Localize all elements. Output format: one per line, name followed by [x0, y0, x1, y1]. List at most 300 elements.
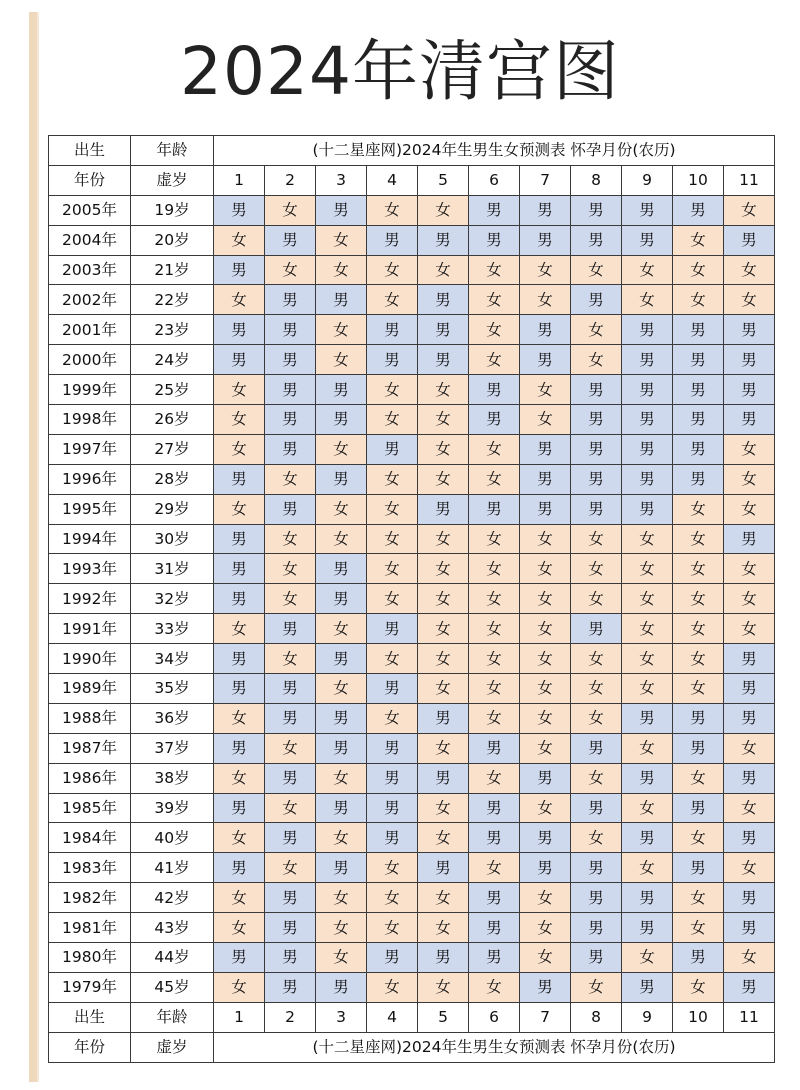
- prediction-cell: 男: [571, 434, 622, 464]
- prediction-cell: 女: [520, 285, 571, 315]
- prediction-cell: 男: [520, 345, 571, 375]
- prediction-cell: 男: [520, 434, 571, 464]
- month-header: 7: [520, 1002, 571, 1032]
- prediction-cell: 男: [265, 972, 316, 1002]
- prediction-cell: 男: [367, 763, 418, 793]
- mother-age: 31岁: [131, 554, 214, 584]
- prediction-cell: 女: [520, 584, 571, 614]
- prediction-cell: 女: [724, 494, 775, 524]
- month-header: 4: [367, 165, 418, 195]
- prediction-cell: 女: [367, 644, 418, 674]
- mother-age: 25岁: [131, 375, 214, 405]
- mother-age: 43岁: [131, 913, 214, 943]
- prediction-cell: 女: [673, 913, 724, 943]
- prediction-cell: 男: [724, 405, 775, 435]
- prediction-cell: 男: [316, 464, 367, 494]
- prediction-cell: 男: [469, 375, 520, 405]
- prediction-cell: 男: [571, 195, 622, 225]
- prediction-cell: 男: [469, 494, 520, 524]
- prediction-cell: 男: [316, 375, 367, 405]
- month-header: 1: [214, 1002, 265, 1032]
- mother-age: 24岁: [131, 345, 214, 375]
- prediction-cell: 男: [214, 524, 265, 554]
- prediction-cell: 女: [673, 763, 724, 793]
- month-header: 9: [622, 1002, 673, 1032]
- prediction-cell: 女: [673, 285, 724, 315]
- prediction-cell: 女: [214, 375, 265, 405]
- prediction-cell: 女: [622, 793, 673, 823]
- month-header: 9: [622, 165, 673, 195]
- prediction-cell: 女: [520, 793, 571, 823]
- prediction-cell: 男: [622, 883, 673, 913]
- prediction-cell: 男: [520, 494, 571, 524]
- prediction-cell: 男: [214, 345, 265, 375]
- prediction-cell: 男: [418, 225, 469, 255]
- prediction-cell: 女: [316, 524, 367, 554]
- prediction-cell: 女: [571, 703, 622, 733]
- mother-age: 22岁: [131, 285, 214, 315]
- table-row: [49, 913, 775, 943]
- prediction-cell: 男: [724, 315, 775, 345]
- prediction-cell: 女: [622, 524, 673, 554]
- prediction-cell: 男: [367, 793, 418, 823]
- prediction-cell: 男: [316, 405, 367, 435]
- prediction-cell: 男: [265, 883, 316, 913]
- prediction-cell: 女: [418, 614, 469, 644]
- table-row: [49, 524, 775, 554]
- header-label: 出生: [49, 136, 131, 166]
- prediction-cell: 女: [265, 644, 316, 674]
- table-row: [49, 494, 775, 524]
- prediction-cell: 女: [724, 853, 775, 883]
- prediction-cell: 男: [622, 913, 673, 943]
- prediction-cell: 女: [520, 703, 571, 733]
- mother-age: 41岁: [131, 853, 214, 883]
- month-header: 5: [418, 1002, 469, 1032]
- prediction-cell: 男: [469, 405, 520, 435]
- prediction-cell: 女: [622, 644, 673, 674]
- prediction-cell: 女: [724, 434, 775, 464]
- prediction-cell: 男: [673, 195, 724, 225]
- birth-year: 2004年: [49, 225, 131, 255]
- prediction-cell: 男: [724, 703, 775, 733]
- prediction-cell: 女: [571, 255, 622, 285]
- prediction-cell: 男: [265, 315, 316, 345]
- mother-age: 33岁: [131, 614, 214, 644]
- prediction-cell: 女: [367, 913, 418, 943]
- prediction-cell: 男: [622, 823, 673, 853]
- prediction-cell: 男: [316, 285, 367, 315]
- prediction-cell: 女: [214, 405, 265, 435]
- prediction-cell: 女: [571, 972, 622, 1002]
- prediction-cell: 女: [265, 554, 316, 584]
- month-header: 2: [265, 1002, 316, 1032]
- prediction-cell: 女: [316, 943, 367, 973]
- prediction-cell: 男: [367, 225, 418, 255]
- prediction-cell: 男: [265, 823, 316, 853]
- prediction-cell: 女: [214, 434, 265, 464]
- birth-year: 1979年: [49, 972, 131, 1002]
- prediction-cell: 女: [724, 733, 775, 763]
- prediction-cell: 女: [316, 494, 367, 524]
- table-caption: (十二星座网)2024年生男生女预测表 怀孕月份(农历): [214, 1032, 775, 1062]
- prediction-cell: 男: [367, 345, 418, 375]
- mother-age: 23岁: [131, 315, 214, 345]
- prediction-cell: 男: [673, 315, 724, 345]
- prediction-cell: 女: [265, 255, 316, 285]
- prediction-cell: 男: [622, 195, 673, 225]
- prediction-cell: 女: [214, 225, 265, 255]
- month-header: 4: [367, 1002, 418, 1032]
- prediction-cell: 女: [520, 524, 571, 554]
- table-row: [49, 345, 775, 375]
- prediction-cell: 男: [673, 345, 724, 375]
- prediction-cell: 女: [673, 614, 724, 644]
- prediction-cell: 女: [316, 913, 367, 943]
- header-label: 出生: [49, 1002, 131, 1032]
- table-row: [49, 853, 775, 883]
- mother-age: 39岁: [131, 793, 214, 823]
- birth-year: 1981年: [49, 913, 131, 943]
- header-label: 年龄: [131, 136, 214, 166]
- prediction-cell: 女: [673, 972, 724, 1002]
- month-header: 11: [724, 1002, 775, 1032]
- table-row: [49, 285, 775, 315]
- prediction-cell: 女: [265, 793, 316, 823]
- prediction-cell: 女: [724, 195, 775, 225]
- prediction-cell: 女: [418, 883, 469, 913]
- prediction-cell: 女: [469, 703, 520, 733]
- mother-age: 32岁: [131, 584, 214, 614]
- prediction-cell: 女: [316, 434, 367, 464]
- prediction-cell: 男: [724, 644, 775, 674]
- prediction-cell: 女: [673, 883, 724, 913]
- mother-age: 20岁: [131, 225, 214, 255]
- prediction-cell: 女: [520, 375, 571, 405]
- prediction-cell: 女: [367, 524, 418, 554]
- header-row-months: [49, 1002, 775, 1032]
- prediction-cell: 女: [622, 614, 673, 644]
- prediction-cell: 男: [265, 434, 316, 464]
- prediction-cell: 女: [520, 255, 571, 285]
- birth-year: 2005年: [49, 195, 131, 225]
- prediction-cell: 男: [622, 315, 673, 345]
- prediction-cell: 女: [673, 554, 724, 584]
- prediction-cell: 男: [469, 793, 520, 823]
- prediction-cell: 男: [520, 225, 571, 255]
- prediction-cell: 女: [214, 913, 265, 943]
- prediction-cell: 女: [571, 674, 622, 704]
- prediction-cell: 男: [214, 733, 265, 763]
- prediction-cell: 女: [214, 763, 265, 793]
- prediction-cell: 男: [469, 225, 520, 255]
- prediction-cell: 女: [571, 554, 622, 584]
- prediction-cell: 女: [214, 285, 265, 315]
- prediction-cell: 男: [316, 793, 367, 823]
- prediction-cell: 女: [520, 644, 571, 674]
- prediction-cell: 女: [469, 674, 520, 704]
- birth-year: 2002年: [49, 285, 131, 315]
- prediction-cell: 女: [367, 285, 418, 315]
- prediction-cell: 男: [724, 972, 775, 1002]
- prediction-cell: 女: [520, 913, 571, 943]
- prediction-cell: 男: [520, 464, 571, 494]
- prediction-cell: 女: [571, 315, 622, 345]
- prediction-cell: 男: [520, 823, 571, 853]
- table-row: [49, 674, 775, 704]
- prediction-cell: 女: [418, 434, 469, 464]
- prediction-cell: 女: [316, 345, 367, 375]
- prediction-cell: 女: [418, 644, 469, 674]
- prediction-cell: 女: [469, 853, 520, 883]
- prediction-cell: 男: [622, 225, 673, 255]
- prediction-cell: 男: [571, 793, 622, 823]
- prediction-cell: 女: [418, 375, 469, 405]
- month-header: 11: [724, 165, 775, 195]
- prediction-cell: 女: [316, 883, 367, 913]
- table-row: [49, 972, 775, 1002]
- mother-age: 21岁: [131, 255, 214, 285]
- birth-year: 1998年: [49, 405, 131, 435]
- mother-age: 34岁: [131, 644, 214, 674]
- prediction-table: [48, 135, 775, 1063]
- prediction-cell: 女: [367, 494, 418, 524]
- birth-year: 1990年: [49, 644, 131, 674]
- prediction-cell: 女: [367, 255, 418, 285]
- header-row-caption: [49, 136, 775, 166]
- prediction-cell: 女: [469, 584, 520, 614]
- prediction-cell: 男: [571, 225, 622, 255]
- prediction-cell: 女: [418, 524, 469, 554]
- birth-year: 1986年: [49, 763, 131, 793]
- prediction-cell: 女: [316, 674, 367, 704]
- prediction-cell: 女: [469, 285, 520, 315]
- prediction-cell: 男: [571, 733, 622, 763]
- prediction-cell: 女: [214, 883, 265, 913]
- prediction-cell: 女: [724, 793, 775, 823]
- prediction-cell: 男: [622, 972, 673, 1002]
- prediction-cell: 男: [724, 883, 775, 913]
- prediction-cell: 女: [622, 733, 673, 763]
- table-row: [49, 375, 775, 405]
- prediction-cell: 女: [265, 524, 316, 554]
- prediction-cell: 男: [520, 195, 571, 225]
- prediction-cell: 男: [367, 823, 418, 853]
- table-row: [49, 584, 775, 614]
- prediction-cell: 女: [571, 584, 622, 614]
- prediction-cell: 男: [265, 913, 316, 943]
- prediction-cell: 男: [418, 345, 469, 375]
- prediction-cell: 男: [316, 554, 367, 584]
- table-row: [49, 434, 775, 464]
- prediction-cell: 女: [469, 464, 520, 494]
- prediction-cell: 男: [214, 943, 265, 973]
- mother-age: 26岁: [131, 405, 214, 435]
- table-row: [49, 255, 775, 285]
- mother-age: 35岁: [131, 674, 214, 704]
- prediction-cell: 男: [265, 763, 316, 793]
- prediction-cell: 女: [724, 584, 775, 614]
- left-accent-bar: [29, 12, 37, 1082]
- prediction-cell: 男: [724, 345, 775, 375]
- prediction-cell: 男: [316, 853, 367, 883]
- month-header: 7: [520, 165, 571, 195]
- prediction-cell: 女: [367, 883, 418, 913]
- prediction-cell: 男: [316, 733, 367, 763]
- table-row: [49, 614, 775, 644]
- month-header: 5: [418, 165, 469, 195]
- prediction-cell: 男: [214, 554, 265, 584]
- prediction-cell: 男: [673, 434, 724, 464]
- birth-year: 1999年: [49, 375, 131, 405]
- prediction-cell: 男: [571, 943, 622, 973]
- birth-year: 1987年: [49, 733, 131, 763]
- prediction-cell: 男: [265, 943, 316, 973]
- month-header: 8: [571, 165, 622, 195]
- prediction-cell: 男: [367, 434, 418, 464]
- prediction-cell: 女: [622, 255, 673, 285]
- prediction-cell: 女: [622, 285, 673, 315]
- prediction-cell: 女: [418, 823, 469, 853]
- prediction-cell: 男: [622, 494, 673, 524]
- prediction-cell: 男: [367, 943, 418, 973]
- table-row: [49, 703, 775, 733]
- mother-age: 36岁: [131, 703, 214, 733]
- prediction-cell: 女: [418, 674, 469, 704]
- prediction-cell: 女: [673, 584, 724, 614]
- mother-age: 30岁: [131, 524, 214, 554]
- mother-age: 27岁: [131, 434, 214, 464]
- prediction-cell: 男: [418, 943, 469, 973]
- prediction-cell: 女: [316, 763, 367, 793]
- table-row: [49, 464, 775, 494]
- prediction-cell: 女: [673, 494, 724, 524]
- prediction-cell: 男: [571, 494, 622, 524]
- prediction-cell: 男: [418, 763, 469, 793]
- prediction-cell: 男: [418, 853, 469, 883]
- prediction-cell: 男: [571, 614, 622, 644]
- prediction-cell: 女: [469, 554, 520, 584]
- prediction-cell: 女: [418, 405, 469, 435]
- birth-year: 1982年: [49, 883, 131, 913]
- prediction-cell: 男: [214, 853, 265, 883]
- birth-year: 1997年: [49, 434, 131, 464]
- birth-year: 1991年: [49, 614, 131, 644]
- prediction-cell: 男: [571, 405, 622, 435]
- prediction-cell: 男: [469, 913, 520, 943]
- prediction-cell: 女: [520, 943, 571, 973]
- prediction-cell: 男: [214, 195, 265, 225]
- prediction-cell: 男: [673, 703, 724, 733]
- prediction-cell: 男: [724, 913, 775, 943]
- prediction-cell: 男: [571, 285, 622, 315]
- prediction-cell: 男: [418, 494, 469, 524]
- table-row: [49, 943, 775, 973]
- prediction-cell: 女: [673, 524, 724, 554]
- prediction-cell: 男: [724, 524, 775, 554]
- prediction-cell: 男: [673, 405, 724, 435]
- prediction-cell: 女: [418, 195, 469, 225]
- birth-year: 2001年: [49, 315, 131, 345]
- prediction-cell: 女: [367, 972, 418, 1002]
- prediction-cell: 女: [571, 345, 622, 375]
- mother-age: 40岁: [131, 823, 214, 853]
- prediction-cell: 女: [520, 614, 571, 644]
- prediction-cell: 女: [724, 464, 775, 494]
- prediction-cell: 女: [367, 584, 418, 614]
- prediction-cell: 女: [418, 584, 469, 614]
- page-title: 2024年清宫图: [180, 33, 620, 110]
- prediction-cell: 男: [316, 703, 367, 733]
- prediction-cell: 女: [265, 464, 316, 494]
- prediction-cell: 女: [673, 823, 724, 853]
- month-header: 10: [673, 1002, 724, 1032]
- prediction-cell: 男: [214, 315, 265, 345]
- prediction-cell: 男: [622, 434, 673, 464]
- prediction-cell: 女: [418, 793, 469, 823]
- birth-year: 1992年: [49, 584, 131, 614]
- prediction-cell: 男: [571, 913, 622, 943]
- prediction-cell: 男: [622, 464, 673, 494]
- prediction-cell: 男: [214, 584, 265, 614]
- table-body: [49, 136, 775, 1063]
- prediction-cell: 男: [214, 464, 265, 494]
- prediction-cell: 女: [367, 554, 418, 584]
- header-label: 虚岁: [131, 1032, 214, 1062]
- table-row: [49, 763, 775, 793]
- prediction-cell: 女: [265, 195, 316, 225]
- prediction-cell: 女: [469, 255, 520, 285]
- prediction-cell: 女: [520, 405, 571, 435]
- mother-age: 45岁: [131, 972, 214, 1002]
- birth-year: 1995年: [49, 494, 131, 524]
- prediction-cell: 女: [367, 195, 418, 225]
- prediction-cell: 女: [418, 913, 469, 943]
- prediction-cell: 男: [265, 405, 316, 435]
- prediction-cell: 女: [520, 554, 571, 584]
- table-row: [49, 883, 775, 913]
- table-row: [49, 793, 775, 823]
- prediction-cell: 男: [673, 793, 724, 823]
- prediction-cell: 女: [622, 554, 673, 584]
- birth-year: 1989年: [49, 674, 131, 704]
- prediction-cell: 男: [316, 972, 367, 1002]
- prediction-cell: 女: [367, 464, 418, 494]
- prediction-cell: 女: [673, 644, 724, 674]
- prediction-cell: 男: [367, 614, 418, 644]
- month-header: 8: [571, 1002, 622, 1032]
- birth-year: 1983年: [49, 853, 131, 883]
- prediction-cell: 男: [265, 375, 316, 405]
- prediction-cell: 男: [571, 883, 622, 913]
- prediction-cell: 女: [724, 614, 775, 644]
- prediction-cell: 女: [469, 315, 520, 345]
- header-label: 虚岁: [131, 165, 214, 195]
- prediction-cell: 男: [724, 823, 775, 853]
- prediction-cell: 女: [622, 584, 673, 614]
- prediction-cell: 女: [622, 674, 673, 704]
- table-row: [49, 733, 775, 763]
- prediction-cell: 女: [367, 405, 418, 435]
- birth-year: 1985年: [49, 793, 131, 823]
- prediction-cell: 男: [214, 255, 265, 285]
- birth-year: 1980年: [49, 943, 131, 973]
- prediction-cell: 男: [469, 733, 520, 763]
- prediction-cell: 男: [316, 644, 367, 674]
- mother-age: 29岁: [131, 494, 214, 524]
- prediction-cell: 女: [316, 614, 367, 644]
- prediction-cell: 男: [469, 943, 520, 973]
